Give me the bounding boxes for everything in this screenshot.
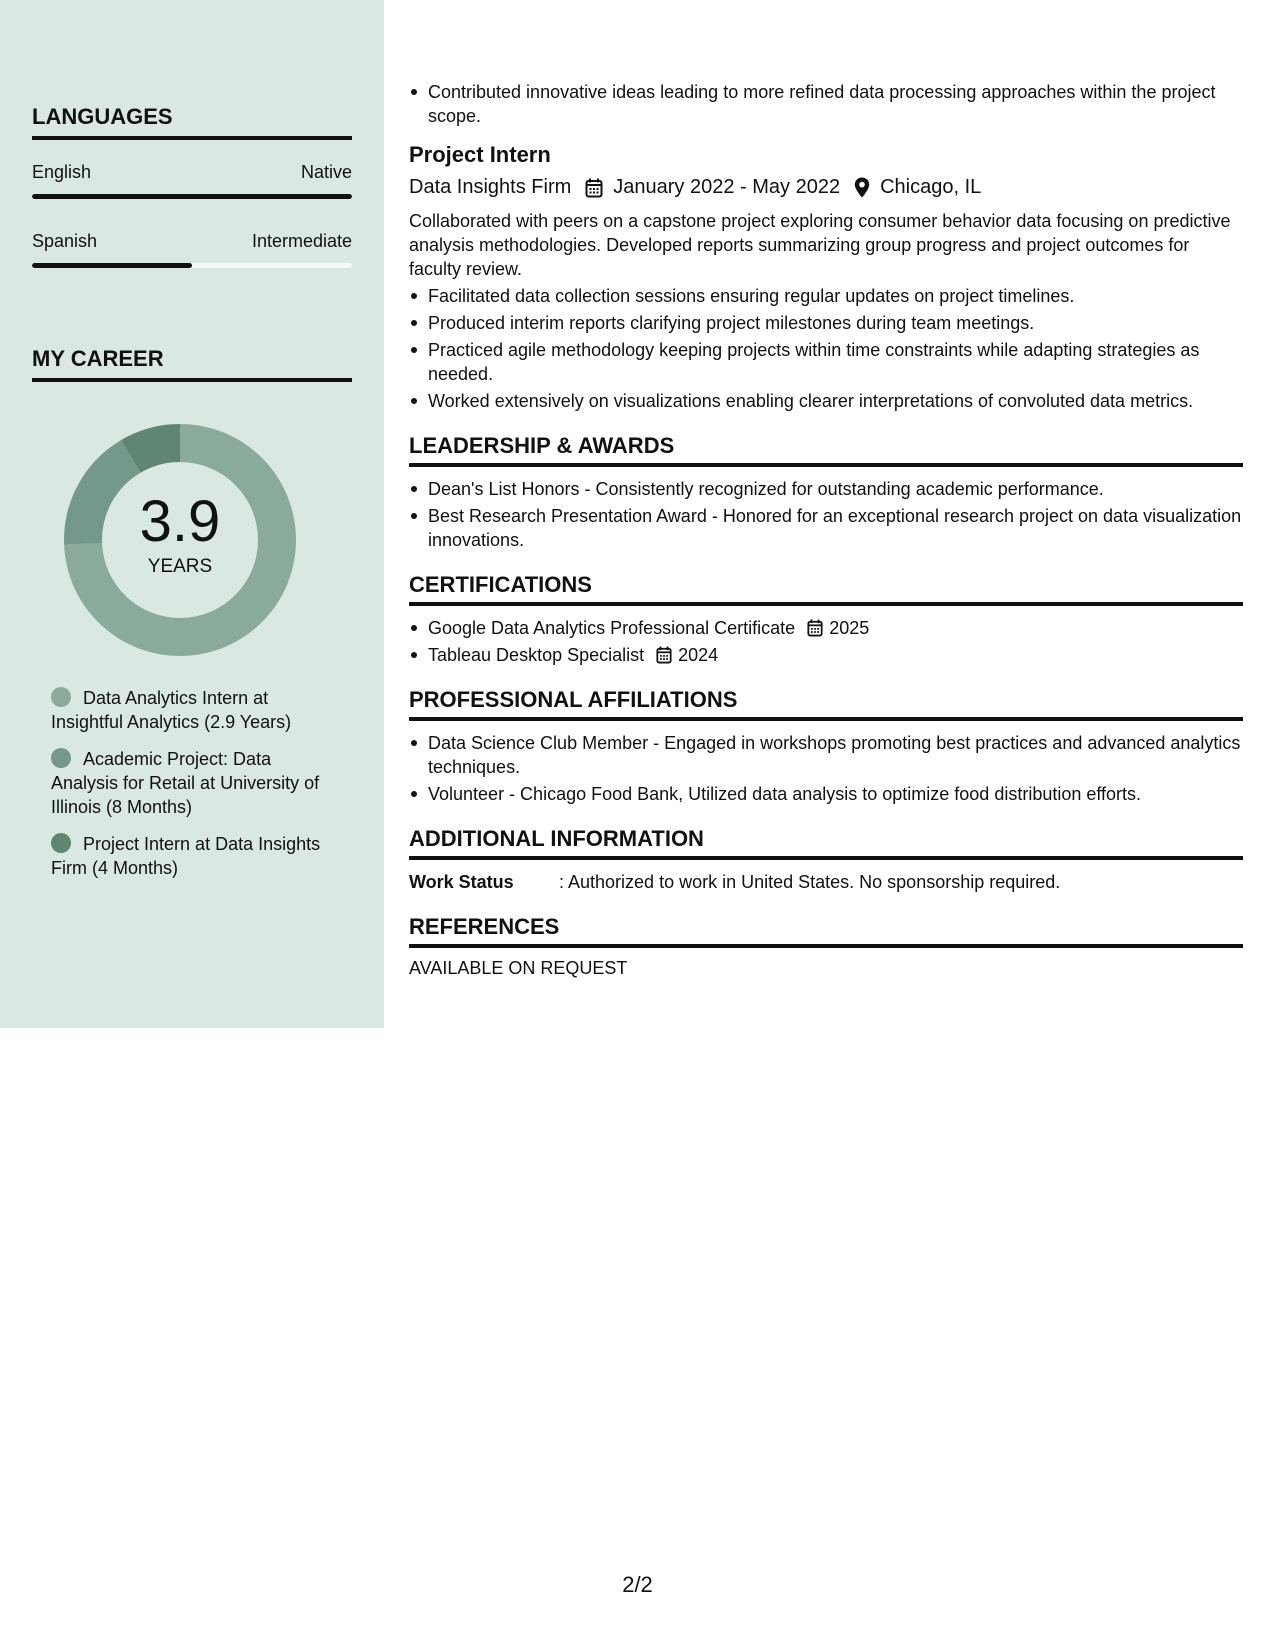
list-item: Dean's List Honors - Consistently recognized for outstanding academic performance. — [409, 477, 1243, 501]
list-item — [409, 643, 1243, 667]
cert-year: 2025 — [829, 618, 870, 638]
language-bar-fill — [32, 263, 192, 268]
legend-item — [51, 747, 321, 819]
legend-item — [51, 686, 321, 734]
job-title: Project Intern — [409, 142, 551, 167]
list-item: Contributed innovative ideas leading to more refined data processing approaches within the project scope. — [409, 80, 1243, 128]
certifications-heading: CERTIFICATIONS — [409, 572, 1243, 606]
legend-label: Project Intern at Data Insights Firm (4 Months) — [51, 834, 321, 878]
list-item: Practiced agile methodology keeping projects within time constraints while adapting strategies as needed. — [409, 338, 1243, 386]
main-content — [409, 80, 1243, 979]
language-bar-spanish — [32, 263, 352, 268]
work-status-value: : Authorized to work in United States. No sponsorship required. — [559, 872, 1061, 892]
leadership-heading: LEADERSHIP & AWARDS — [409, 433, 1243, 467]
language-name: English — [32, 162, 92, 182]
language-row-english — [32, 162, 352, 183]
language-name: Spanish — [32, 231, 98, 251]
legend-label: Academic Project: Data Analysis for Retail at University of Illinois (8 Months) — [51, 749, 320, 817]
career-legend — [51, 686, 321, 893]
language-bar-fill — [32, 194, 352, 199]
references-heading: REFERENCES — [409, 914, 1243, 948]
calendar-icon — [656, 646, 672, 664]
list-item: Produced interim reports clarifying project milestones during team meetings. — [409, 311, 1243, 335]
cert-name: Tableau Desktop Specialist — [428, 645, 645, 665]
leadership-list — [409, 477, 1243, 552]
list-item: Best Research Presentation Award - Honored for an exceptional research project on data visualization innovations. — [409, 504, 1243, 552]
list-item: Volunteer - Chicago Food Bank, Utilized data analysis to optimize food distribution efforts. — [409, 782, 1243, 806]
legend-item — [51, 832, 321, 880]
affiliations-heading: PROFESSIONAL AFFILIATIONS — [409, 687, 1243, 721]
additional-info-heading: ADDITIONAL INFORMATION — [409, 826, 1243, 860]
list-item — [409, 616, 1243, 640]
language-row-spanish — [32, 231, 352, 252]
work-status-row — [409, 870, 1243, 894]
job-location: Chicago, IL — [880, 176, 982, 198]
references-text: AVAILABLE ON REQUEST — [409, 958, 628, 978]
page-number: 2/2 — [622, 1572, 653, 1597]
job-meta — [409, 176, 1243, 199]
career-total-unit: YEARS — [147, 556, 213, 577]
cert-name: Google Data Analytics Professional Certificate — [428, 618, 796, 638]
donut-center — [64, 424, 296, 656]
career-donut-chart — [64, 424, 296, 656]
job-bullets — [409, 284, 1243, 413]
work-status-label: Work Status — [409, 872, 514, 892]
previous-job-bullets — [409, 80, 1243, 128]
list-item: Facilitated data collection sessions ensuring regular updates on project timelines. — [409, 284, 1243, 308]
certifications-list — [409, 616, 1243, 667]
career-total-value: 3.9 — [139, 489, 221, 554]
language-bar-english — [32, 194, 352, 199]
job-description: Collaborated with peers on a capstone project exploring consumer behavior data focusing on predictive analysis methodologies. Developed reports summarizing group progress and project outcomes for faculty review. — [409, 211, 1231, 279]
calendar-icon — [585, 178, 603, 198]
languages-heading: LANGUAGES — [32, 104, 352, 140]
affiliations-list — [409, 731, 1243, 806]
legend-label: Data Analytics Intern at Insightful Analytics (2.9 Years) — [51, 688, 292, 732]
career-heading: MY CAREER — [32, 346, 352, 382]
list-item: Worked extensively on visualizations enabling clearer interpretations of convoluted data metrics. — [409, 389, 1243, 413]
job-company: Data Insights Firm — [409, 176, 572, 198]
location-pin-icon — [854, 177, 870, 198]
calendar-icon — [807, 619, 823, 637]
legend-dot — [51, 687, 71, 707]
job-dates: January 2022 - May 2022 — [613, 176, 841, 198]
sidebar — [0, 0, 384, 1028]
legend-dot — [51, 748, 71, 768]
language-level: Intermediate — [251, 231, 352, 251]
list-item: Data Science Club Member - Engaged in workshops promoting best practices and advanced analytics techniques. — [409, 731, 1243, 779]
cert-year: 2024 — [678, 645, 719, 665]
language-level: Native — [300, 162, 352, 182]
legend-dot — [51, 833, 71, 853]
